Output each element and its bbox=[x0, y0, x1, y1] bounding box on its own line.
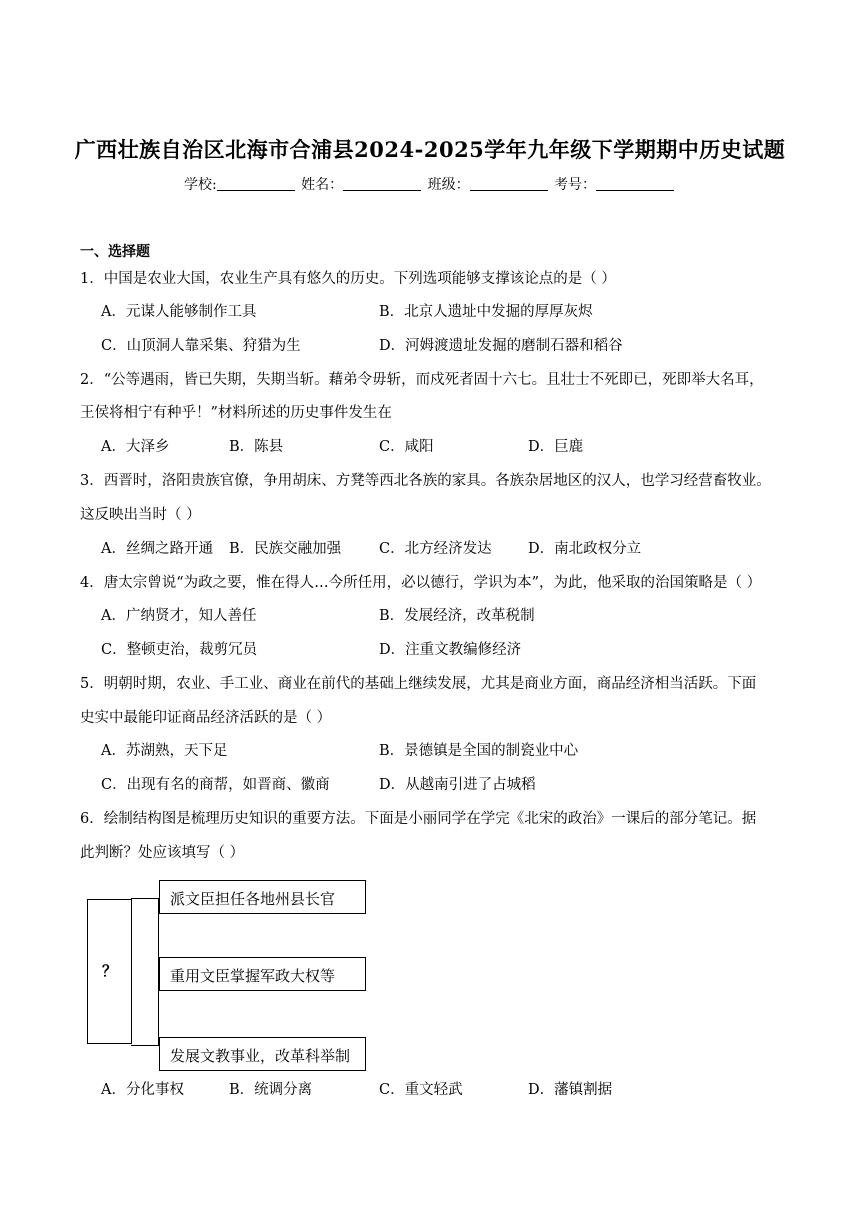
diagram-item-2: 重用文臣掌握军政大权等 bbox=[170, 967, 336, 985]
school-label: 学校: bbox=[183, 177, 217, 193]
q4-option-d[interactable]: D．注重文教编修经济 bbox=[379, 642, 522, 658]
question-6-text-line2: 此判断？处应该填写（ ） bbox=[80, 845, 245, 861]
q1-option-d[interactable]: D．河姆渡遗址发掘的磨制石器和稻谷 bbox=[379, 338, 623, 354]
exam-number-blank[interactable] bbox=[596, 176, 674, 191]
q5-option-a[interactable]: A．苏湖熟，天下足 bbox=[101, 743, 228, 759]
q1-option-a[interactable]: A．元谋人能够制作工具 bbox=[101, 304, 257, 320]
exam-number-label: 考号： bbox=[554, 177, 597, 193]
diagram-root-label: ？ bbox=[101, 962, 117, 980]
q5-option-b[interactable]: B．景德镇是全国的制瓷业中心 bbox=[379, 743, 579, 759]
school-blank[interactable] bbox=[217, 176, 295, 191]
exam-title: 广西壮族自治区北海市合浦县2024-2025学年九年级下学期期中历史试题 bbox=[74, 137, 786, 162]
class-label: 班级： bbox=[427, 177, 470, 193]
diagram-item-3: 发展文教事业，改革科举制 bbox=[170, 1047, 351, 1065]
q3-option-d[interactable]: D．南北政权分立 bbox=[528, 541, 642, 557]
q1-option-b[interactable]: B．北京人遗址中发掘的厚厚灰烬 bbox=[379, 304, 593, 320]
q6-option-a[interactable]: A．分化事权 bbox=[101, 1082, 184, 1098]
name-label: 姓名： bbox=[301, 177, 344, 193]
section-heading: 一、选择题 bbox=[80, 244, 150, 260]
q6-option-b[interactable]: B．统调分离 bbox=[229, 1082, 313, 1098]
q2-option-b[interactable]: B．陈县 bbox=[229, 439, 284, 455]
question-4-text: 4．唐太宗曾说“为政之要，惟在得人…今所任用，必以德行，学识为本”，为此，他采取的治国策略是（ ） bbox=[80, 575, 762, 591]
q1-option-c[interactable]: C．山顶洞人靠采集、狩猎为生 bbox=[101, 338, 301, 354]
q3-option-c[interactable]: C．北方经济发达 bbox=[379, 541, 492, 557]
diagram-item-box-2 bbox=[159, 957, 366, 991]
diagram-item-1: 派文臣担任各地州县长官 bbox=[170, 890, 336, 908]
q4-option-b[interactable]: B．发展经济，改革税制 bbox=[379, 608, 535, 624]
question-2-text-line1: 2．“公等遇雨，皆已失期，失期当斩。藉弟令毋斩，而戍死者固十六七。且壮士不死即已，死即举大名耳， bbox=[80, 372, 764, 388]
name-blank[interactable] bbox=[343, 176, 421, 191]
question-2-text-line2: 王侯将相宁有种乎！”材料所述的历史事件发生在 bbox=[80, 405, 392, 421]
question-3-text-line2: 这反映出当时（ ） bbox=[80, 507, 201, 523]
q3-option-b[interactable]: B．民族交融加强 bbox=[229, 541, 342, 557]
q2-option-c[interactable]: C．咸阳 bbox=[379, 439, 434, 455]
q4-option-a[interactable]: A．广纳贤才，知人善任 bbox=[101, 608, 257, 624]
q2-option-a[interactable]: A．大泽乡 bbox=[101, 439, 170, 455]
question-1-text: 1．中国是农业大国，农业生产具有悠久的历史。下列选项能够支撑该论点的是（ ） bbox=[80, 271, 616, 287]
q5-option-d[interactable]: D．从越南引进了占城稻 bbox=[379, 777, 536, 793]
q6-option-c[interactable]: C．重文轻武 bbox=[379, 1082, 463, 1098]
student-info-row bbox=[0, 174, 860, 194]
question-5-text-line1: 5．明朝时期，农业、手工业、商业在前代的基础上继续发展，尤其是商业方面，商品经济相当活跃。下面 bbox=[80, 676, 757, 692]
class-blank[interactable] bbox=[470, 176, 548, 191]
diagram-item-box-1 bbox=[159, 880, 366, 914]
diagram-connector-top bbox=[131, 898, 159, 899]
q5-option-c[interactable]: C．出现有名的商帮，如晋商、徽商 bbox=[101, 777, 330, 793]
diagram-item-box-3 bbox=[159, 1037, 366, 1071]
question-6-text-line1: 6．绘制结构图是梳理历史知识的重要方法。下面是小丽同学在学完《北宋的政治》一课后的部分笔记。据 bbox=[80, 811, 757, 827]
question-5-text-line2: 史实中最能印证商品经济活跃的是（ ） bbox=[80, 710, 332, 726]
q3-option-a[interactable]: A．丝绸之路开通 bbox=[101, 541, 213, 557]
diagram-root-box bbox=[87, 899, 132, 1044]
q6-option-d[interactable]: D．藩镇割据 bbox=[528, 1082, 613, 1098]
question-3-text-line1: 3．西晋时，洛阳贵族官僚，争用胡床、方凳等西北各族的家具。各族杂居地区的汉人，也学习经营畜牧业。 bbox=[80, 473, 771, 489]
q2-option-d[interactable]: D．巨鹿 bbox=[528, 439, 584, 455]
diagram-connector-bottom bbox=[131, 1045, 159, 1046]
q4-option-c[interactable]: C．整顿吏治，裁剪冗员 bbox=[101, 642, 258, 658]
